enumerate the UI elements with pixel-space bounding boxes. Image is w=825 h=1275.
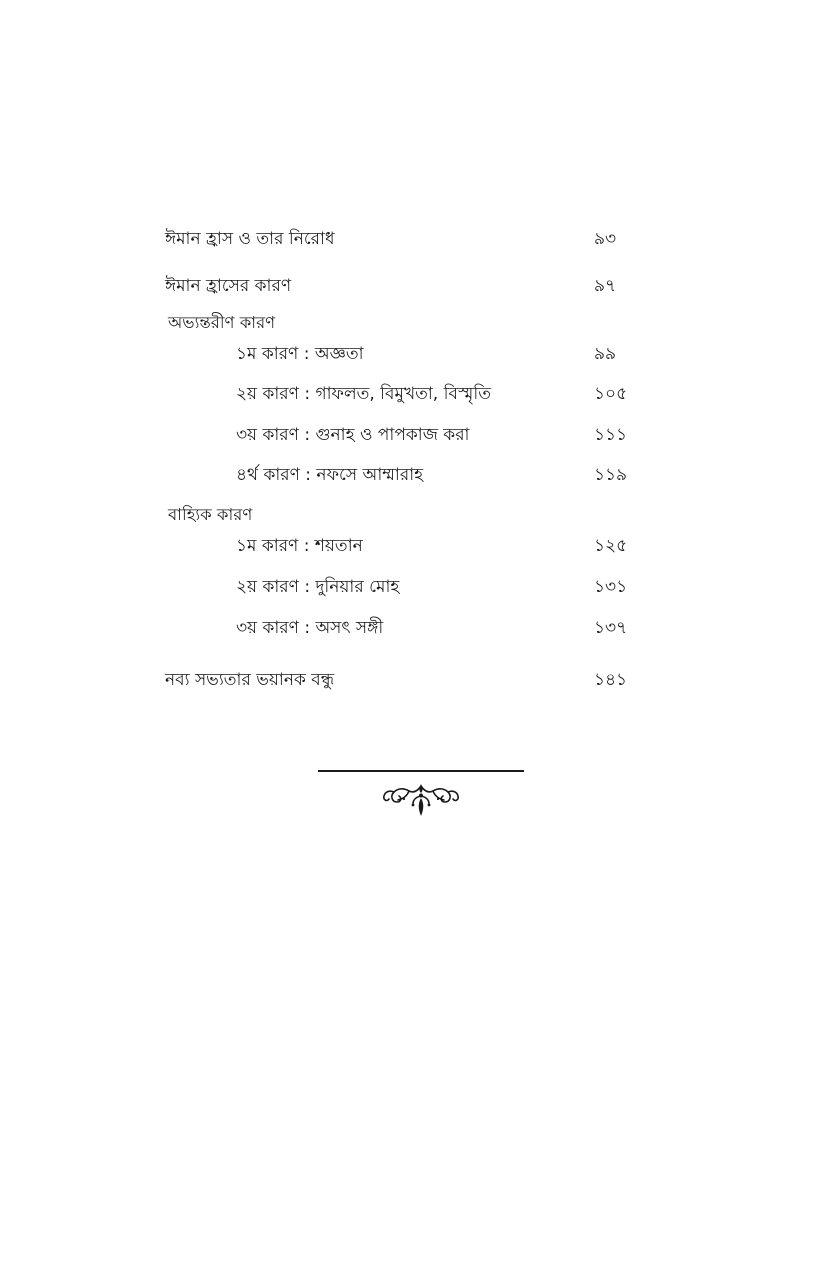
- toc-entry-title: ঈমান হ্রাসের কারণ: [165, 276, 292, 296]
- toc-subentry-title: ২য় কারণ : গাফলত, বিমুখতা, বিস্মৃতি: [236, 384, 491, 404]
- floral-flourish-icon: [380, 780, 462, 818]
- toc-entry-page-number: ৯৩: [594, 229, 617, 249]
- toc-entry-title: নব্য সভ্যতার ভয়ানক বন্ধু: [165, 670, 335, 690]
- toc-subentry-title: ৪র্থ কারণ : নফসে আম্মারাহ: [236, 465, 424, 485]
- toc-subentry-page-number: ১০৫: [594, 384, 628, 404]
- section-heading-internal-causes: অভ্যন্তরীণ কারণ: [168, 313, 276, 332]
- toc-subentry[interactable]: [236, 421, 635, 449]
- toc-subentry-page-number: ১৩৭: [594, 618, 628, 638]
- toc-subentry[interactable]: [236, 614, 635, 642]
- toc-subentry-title: ২য় কারণ : দুনিয়ার মোহ: [236, 577, 400, 597]
- toc-subentry-title: ৩য় কারণ : গুনাহ ও পাপকাজ করা: [236, 425, 470, 445]
- section-heading-external-causes: বাহ্যিক কারণ: [168, 505, 253, 524]
- toc-subentry[interactable]: [236, 573, 635, 601]
- toc-entry-page-number: ১৪১: [594, 670, 628, 690]
- toc-subentry-title: ৩য় কারণ : অসৎ সঙ্গী: [236, 618, 384, 638]
- toc-entry-page-number: ৯৭: [594, 276, 617, 296]
- toc-subentry-title: ১ম কারণ : শয়তান: [236, 536, 363, 556]
- toc-subentry-title: ১ম কারণ : অজ্ঞতা: [236, 344, 364, 364]
- toc-entry-title: ঈমান হ্রাস ও তার নিরোধ: [165, 229, 335, 249]
- toc-subentry-page-number: ৯৯: [594, 344, 617, 364]
- toc-subentry-page-number: ১১১: [594, 425, 628, 445]
- toc-entry[interactable]: [165, 225, 635, 253]
- divider-rule: [318, 770, 524, 772]
- toc-subentry[interactable]: [236, 532, 635, 560]
- toc-subentry-page-number: ১৩১: [594, 577, 628, 597]
- toc-subentry[interactable]: [236, 380, 635, 408]
- toc-subentry-page-number: ১২৫: [594, 536, 628, 556]
- toc-entry[interactable]: [165, 272, 635, 300]
- toc-subentry[interactable]: [236, 461, 635, 489]
- toc-entry[interactable]: [165, 666, 635, 694]
- toc-subentry[interactable]: [236, 340, 635, 368]
- toc-subentry-page-number: ১১৯: [594, 465, 628, 485]
